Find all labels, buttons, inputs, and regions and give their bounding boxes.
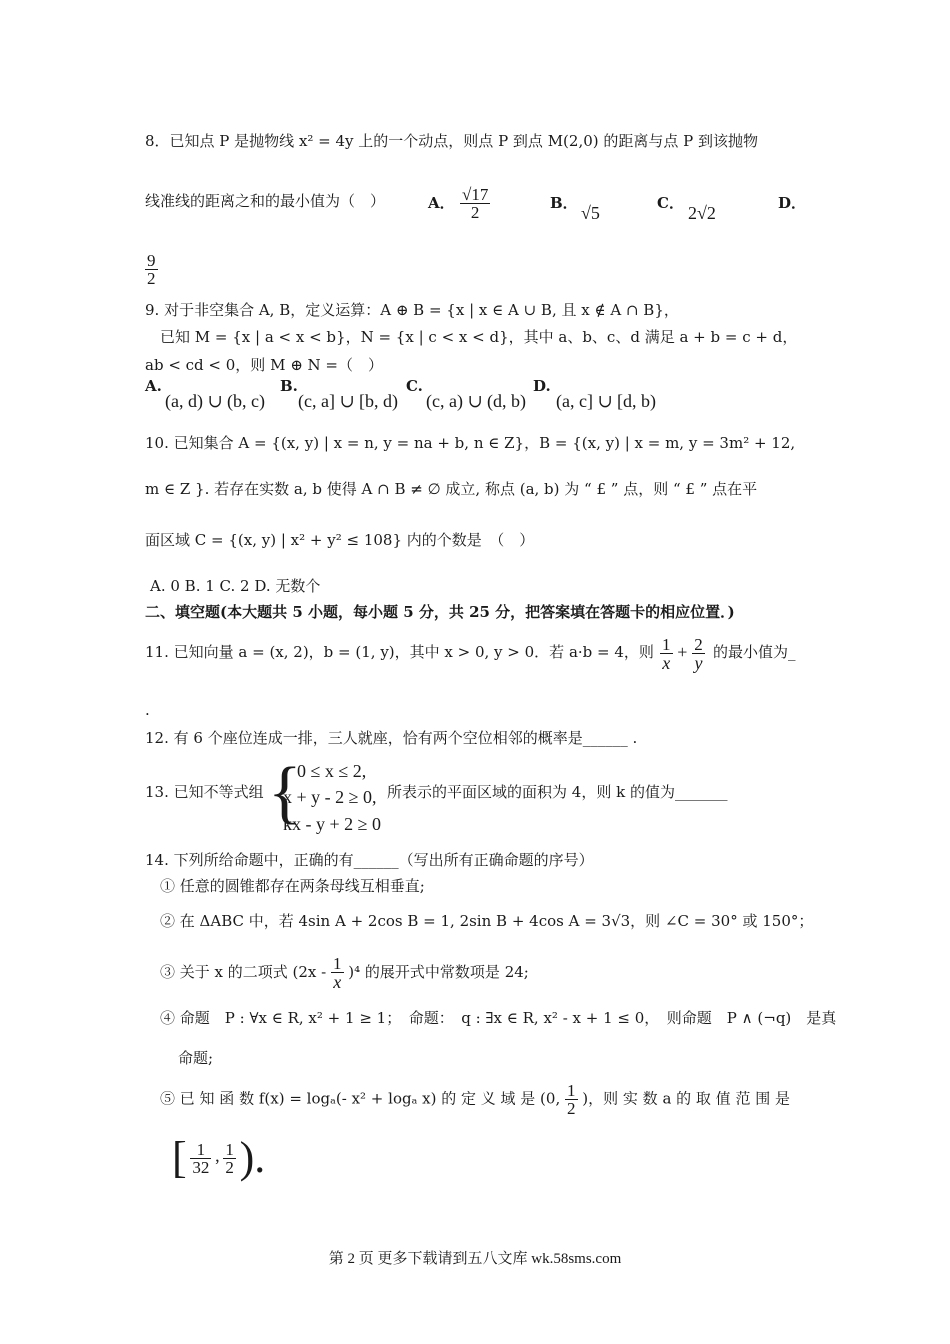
q14-item2: ② 在 ΔABC 中，若 4sin A + 2cos B = 1, 2sin B + 4cos A = 3√3，则 ∠C = 30° 或 150°； — [160, 912, 814, 930]
q14-item3-numerator: 1 — [333, 954, 342, 973]
q13-row1: 0 ≤ x ≤ 2, — [297, 761, 367, 781]
q8-option-c-value: 2√2 — [688, 203, 716, 223]
q9-option-d-label: D. — [533, 377, 551, 395]
q14-item5-a-numerator: 1 — [190, 1141, 211, 1159]
q14-item1: ① 任意的圆锥都存在两条母线互相垂直; — [160, 877, 425, 895]
q9-option-c-value: (c, a) ∪ (d, b) — [426, 391, 527, 411]
q8-d-denominator: 2 — [147, 269, 156, 288]
q13-prefix: 13. 已知不等式组 — [145, 783, 264, 801]
q10-line3: 面区域 C = {(x, y) | x² + y² ≤ 108} 内的个数是 （ ） — [145, 531, 535, 549]
q14-item5-b-numerator: 1 — [225, 1139, 234, 1159]
q8-option-a-value — [460, 186, 490, 221]
q13-brace: { — [268, 754, 302, 831]
q11-prefix: 11. 已知向量 a = (x, 2)，b = (1, y)，其中 x > 0, y > 0．若 a·b = 4，则 — [145, 643, 654, 661]
page-footer: 第 2 页 更多下载请到五八文库 wk.58sms.com — [328, 1251, 622, 1267]
q11-suffix: 的最小值为_ — [713, 643, 796, 661]
q9-line1: 9. 对于非空集合 A, B，定义运算：A ⊕ B = {x | x ∈ A ∪ B, 且 x ∉ A ∩ B}， — [145, 301, 679, 319]
q11-f1-numerator: 1 — [662, 635, 671, 654]
q8-option-d-value — [145, 252, 158, 287]
q9-option-d-value: (a, c] ∪ [d, b) — [556, 391, 657, 411]
q13-row2: x + y - 2 ≥ 0, — [283, 787, 377, 807]
q14-item4b: 命题; — [178, 1049, 214, 1067]
q8-d-numerator: 9 — [147, 251, 156, 270]
q10-line1: 10. 已知集合 A = {(x, y) | x = n, y = na + b, n ∈ Z}，B = {(x, y) | x = m, y = 3m² + 12, — [145, 434, 796, 452]
q11-f2-denominator: y — [694, 653, 703, 673]
q14-item4a: ④ 命题 P : ∀x ∈ R, x² + 1 ≥ 1； 命题： q : ∃x ∈ R, x² - x + 1 ≤ 0， 则命题 P ∧ (¬q) 是真 — [160, 1009, 837, 1027]
q8-a-denominator: 2 — [470, 203, 480, 222]
q14-item5-prefix: ⑤ 已 知 函 数 f(x) = logₐ(- x² + logₐ x) 的 定 义 域 是 (0, — [160, 1089, 561, 1108]
q14-item5-right-bracket: ). — [239, 1133, 266, 1182]
q14-head: 14. 下列所给命题中，正确的有______（写出所有正确命题的序号） — [145, 851, 594, 869]
q9-option-b-value: (c, a] ∪ [b, d) — [298, 391, 399, 411]
q9-line3: ab < cd < 0，则 M ⊕ N =（ ） — [145, 356, 383, 374]
q14-item3-denominator: x — [333, 972, 342, 992]
q8-line1: 8．已知点 P 是抛物线 x² = 4y 上的一个动点，则点 P 到点 M(2,0) 的距离与点 P 到该抛物 — [145, 132, 759, 150]
q11-f2-numerator: 2 — [694, 635, 703, 654]
q8-option-b-value: √5 — [581, 203, 600, 223]
q8-a-numerator: √17 — [462, 185, 489, 204]
q14-item3 — [160, 955, 529, 991]
q14-item5-b-denominator: 2 — [225, 1157, 234, 1177]
q14-item5-comma: , — [215, 1145, 220, 1166]
q13-row3: kx - y + 2 ≥ 0 — [283, 814, 382, 834]
q13-suffix: 所表示的平面区域的面积为 4，则 k 的值为_______ — [387, 783, 728, 801]
q8-option-b-label: B． — [550, 194, 578, 212]
q11-expression — [660, 636, 705, 672]
q14-item5-a-denominator: 32 — [192, 1157, 210, 1177]
q14-item3-prefix: ③ 关于 x 的二项式 (2x - — [160, 963, 327, 981]
q12-text: 12. 有 6 个座位连成一排，三人就座，恰有两个空位相邻的概率是______ . — [145, 729, 638, 747]
section-2-heading: 二、填空题(本大题共 5 小题，每小题 5 分，共 25 分，把答案填在答题卡的相应位置．) — [145, 603, 735, 621]
q8-option-c-label: C． — [657, 194, 684, 212]
q11-f1-denominator: x — [662, 653, 671, 673]
q9-option-a-value: (a, d) ∪ (b, c) — [165, 391, 266, 411]
q9-option-c-label: C. — [406, 377, 423, 395]
q14-item5-denominator: 2 — [567, 1099, 576, 1118]
q9-option-a-label: A. — [145, 377, 162, 395]
q14-item5-left-bracket: [ — [172, 1133, 187, 1182]
q14-item3-suffix: )⁴ 的展开式中常数项是 24; — [348, 963, 529, 981]
q9-line2: 已知 M = {x | a < x < b}，N = {x | c < x < d}，其中 a、b、c、d 满足 a + b = c + d， — [160, 328, 798, 346]
q14-item5 — [160, 1082, 790, 1117]
q10-options: A. 0 B. 1 C. 2 D. 无数个 — [150, 577, 321, 595]
q14-item5-numerator: 1 — [567, 1081, 576, 1100]
q8-option-a-label: A． — [428, 194, 455, 212]
q8-option-d-label: D． — [778, 194, 807, 212]
q9-option-b-label: B. — [280, 377, 298, 395]
q10-line2: m ∈ Z }. 若存在实数 a, b 使得 A ∩ B ≠ ∅ 成立, 称点 (a, b) 为 “ £ ” 点，则 “ £ ” 点在平 — [145, 480, 758, 498]
q14-item5-answer — [172, 1133, 266, 1182]
q11-plus: + — [677, 642, 688, 662]
q14-item5-suffix: )，则 实 数 a 的 取 值 范 围 是 — [582, 1089, 790, 1108]
q11-trailing-dot: . — [145, 701, 150, 719]
q8-line2: 线准线的距离之和的最小值为（ ） — [145, 192, 386, 210]
